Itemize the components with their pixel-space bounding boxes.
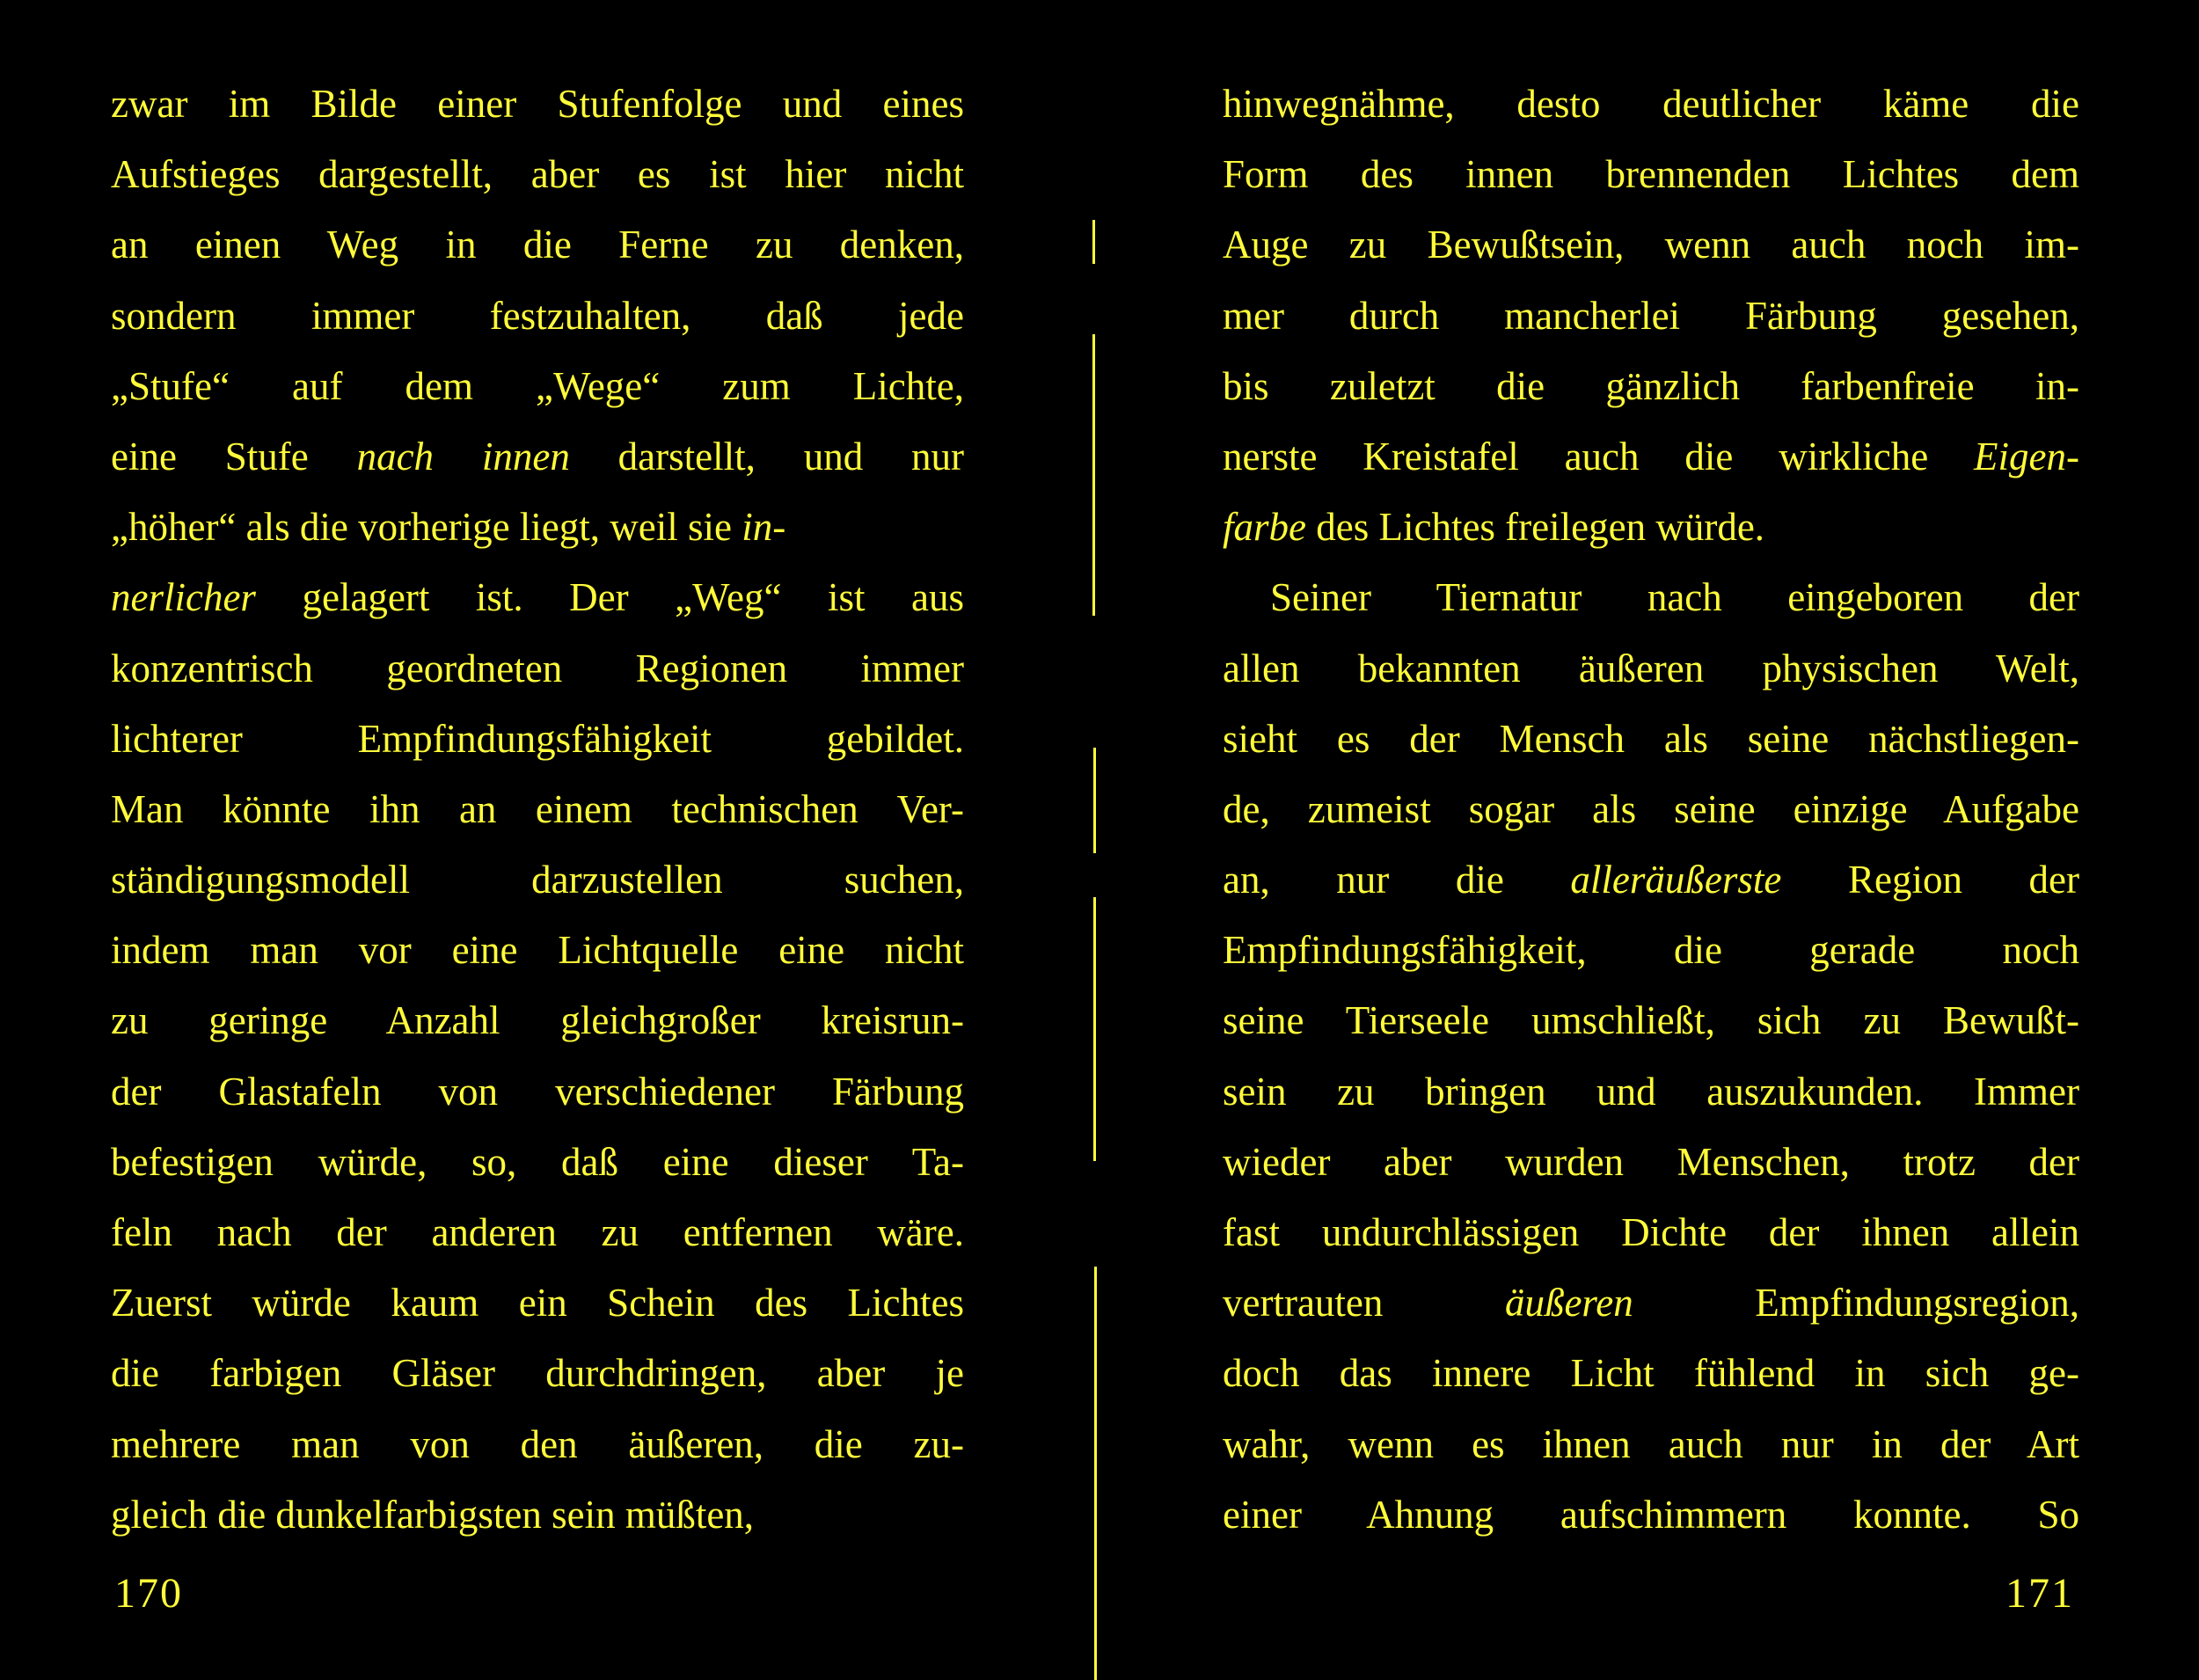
text-run: gelagert ist. Der „Weg“ ist aus [255,575,964,620]
text-run: zu geringe Anzahl gleichgroßer kreisrun- [111,998,964,1043]
text-run: sein zu bringen und auszukunden. Immer [1223,1069,2079,1114]
text-line [111,351,964,421]
italic-text-run: äußeren [1504,1281,1633,1326]
text-run: Zuerst würde kaum ein Schein des Lichtes [111,1281,964,1326]
text-run: „Stufe“ auf dem „Wege“ zum Lichte, [111,363,964,408]
text-line [1223,562,2079,632]
text-run: feln nach der anderen zu entfernen wäre. [111,1210,964,1254]
text-run: nerste Kreistafel auch die wirkliche [1223,434,1975,478]
text-line [111,139,964,209]
text-run: darstellt, und nur [569,434,964,478]
text-line [1223,985,2079,1055]
text-line [111,69,964,139]
text-line [111,633,964,704]
text-line [1223,351,2079,421]
text-run: sondern immer festzuhalten, daß jede [111,293,964,338]
text-run: Empfindungsfähigkeit, die gerade noch [1223,928,2079,973]
text-run: mer durch mancherlei Färbung gesehen, [1223,293,2079,338]
text-run: Seiner Tiernatur nach eingeboren der [1270,575,2079,620]
italic-text-run: nach innen [356,434,570,478]
text-line [1223,774,2079,844]
text-run: konzentrisch geordneten Regionen immer [111,646,964,690]
text-line [111,281,964,351]
italic-text-run: alleräußerste [1570,858,1782,902]
text-run: eine Stufe [111,434,357,478]
text-run: wieder aber wurden Menschen, trotz der [1223,1139,2079,1184]
text-line [111,1267,964,1338]
text-line [111,704,964,774]
text-line [1223,844,2079,915]
text-line [111,1409,964,1479]
text-run: fast undurchlässigen Dichte der ihnen allein [1223,1210,2079,1254]
text-line [111,1338,964,1408]
text-run: mehrere man von den äußeren, die zu- [111,1421,964,1466]
text-line [111,915,964,985]
text-line [1223,1409,2079,1479]
text-run: des Lichtes freilegen würde. [1306,505,1765,550]
text-run: der Glastafeln von verschiedener Färbung [111,1069,964,1114]
text-run: gleich die dunkelfarbigsten sein müßten, [111,1492,755,1537]
text-line [111,1197,964,1267]
text-run: allen bekannten äußeren physischen Welt, [1223,646,2079,690]
text-run: wahr, wenn es ihnen auch nur in der Art [1223,1421,2079,1466]
text-run: Auge zu Bewußtsein, wenn auch noch im- [1223,223,2079,267]
text-line [111,562,964,632]
italic-text-run: Eigen- [1974,434,2079,478]
text-run: lichterer Empfindungsfähigkeit gebildet. [111,716,964,761]
text-line [111,1479,964,1550]
text-line [111,774,964,844]
text-line [1223,1267,2079,1338]
text-line [1223,421,2079,492]
text-run: de, zumeist sogar als seine einzige Aufgabe [1223,786,2079,831]
text-run: Man könnte ihn an einem technischen Ver- [111,786,964,831]
text-line [1223,704,2079,774]
right-page-body-text [1223,69,2079,1550]
text-line [1223,281,2079,351]
italic-text-run: in- [742,505,786,550]
text-run: Region der [1781,858,2079,902]
text-line [111,844,964,915]
text-line [1223,1127,2079,1197]
text-run: bis zuletzt die gänzlich farbenfreie in- [1223,363,2079,408]
text-run: an einen Weg in die Ferne zu denken, [111,223,964,267]
text-run: die farbigen Gläser durchdringen, aber je [111,1351,964,1396]
text-run: zwar im Bilde einer Stufenfolge und eines [111,82,964,126]
text-line [1223,1056,2079,1127]
text-run: sieht es der Mensch als seine nächstliegen- [1223,716,2079,761]
italic-text-run: nerlicher [111,575,256,620]
text-run: ständigungsmodell darzustellen suchen, [111,858,964,902]
text-line [111,209,964,280]
text-line [1223,915,2079,985]
text-run: an, nur die [1223,858,1571,902]
text-run: hinwegnähme, desto deutlicher käme die [1223,82,2079,126]
text-line [1223,492,2079,562]
text-line [111,1056,964,1127]
text-line [1223,1338,2079,1408]
text-run: Aufstieges dargestellt, aber es ist hier nicht [111,152,964,197]
italic-text-run: farbe [1223,505,1306,550]
left-page-body-text [111,69,964,1550]
text-line [1223,1479,2079,1550]
right-page [1100,0,2199,1680]
text-run: indem man vor eine Lichtquelle eine nicht [111,928,964,973]
text-line [111,492,964,562]
text-run: vertrauten [1223,1281,1505,1326]
text-line [1223,1197,2079,1267]
text-run: einer Ahnung aufschimmern konnte. So [1223,1492,2079,1537]
text-run: Empfindungsregion, [1633,1281,2079,1326]
left-page-number: 170 [114,1570,183,1617]
right-page-number: 171 [2005,1570,2074,1617]
text-line [111,985,964,1055]
text-line [111,421,964,492]
text-line [1223,633,2079,704]
text-line [111,1127,964,1197]
text-run: doch das innere Licht fühlend in sich ge- [1223,1351,2079,1396]
text-run: „höher“ als die vorherige liegt, weil sie [111,505,742,550]
text-run: seine Tierseele umschließt, sich zu Bewußt- [1223,998,2079,1043]
text-line [1223,69,2079,139]
text-line [1223,139,2079,209]
text-run: befestigen würde, so, daß eine dieser Ta- [111,1139,964,1184]
text-line [1223,209,2079,280]
left-page [0,0,1091,1680]
text-run: Form des innen brennenden Lichtes dem [1223,152,2079,197]
